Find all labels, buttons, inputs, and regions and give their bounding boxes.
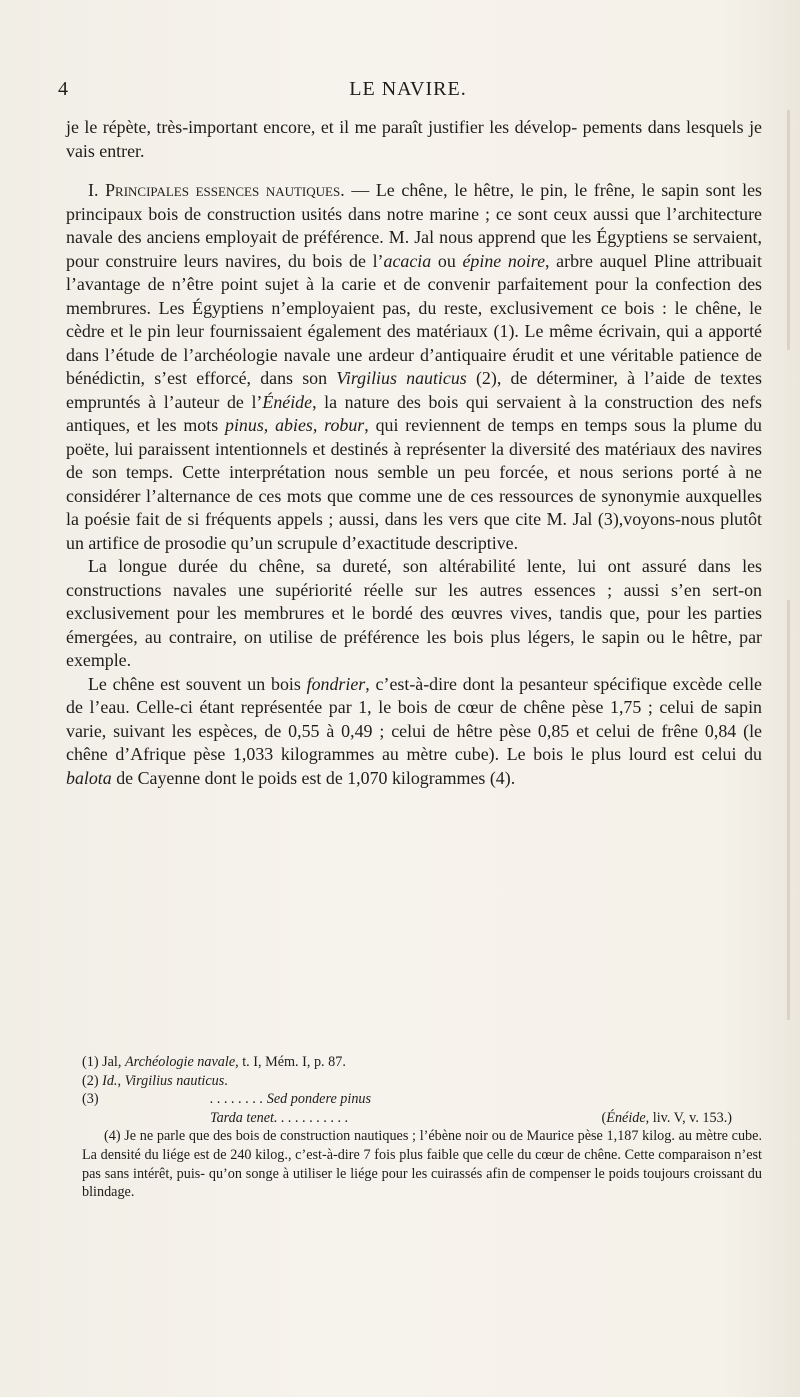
footnote-3-line-1	[82, 1090, 762, 1109]
footnote-title: Virgilius nauticus	[124, 1072, 225, 1089]
body-text	[66, 116, 762, 790]
footnote-text: ,	[117, 1072, 125, 1089]
paragraph-continuation: je le répète, très-important encore, et il me paraît justifier les dévelop- pements dans lesquels je vais entrer.	[66, 117, 762, 161]
footnote-text: (2)	[82, 1072, 103, 1089]
italic-term: fondrier	[306, 673, 366, 694]
text-run: , arbre auquel Pline attribuait l’avantage de n’être point sujet à la carie et de convenir parfaitement pour la confection des membrures. Les Égyptiens n’employaient pas, du reste, exclusivement ce bois : le chêne, le cèdre et le pin leur fournissaient également des matériaux (1). Le même écrivain, qui a apporté dans l’étude de l’archéologie navale une ardeur d’antiquaire érudit et une véritable patience de bénédictin, s’est efforcé, dans son	[66, 250, 762, 388]
paragraph-oak-durability: La longue durée du chêne, sa dureté, son altérabilité lente, lui ont assuré dans les constructions navales une supériorité réelle sur les autres essences ; aussi s’en sert-on exclusivement pour les membrures et le bordé des œuvres vives, tandis que, pour les parties émergées, au contraire, on utilise de préférence les bois plus légers, le sapin ou le hêtre, par exemple.	[66, 556, 762, 670]
footnote-text: , liv. V, v. 153.)	[645, 1109, 732, 1126]
page-header	[58, 78, 758, 108]
footnote-2	[82, 1072, 762, 1091]
text-run: , qui reviennent de temps en temps sous la plume du poëte, lui paraissent intentionnels et destinés à représenter la diversité des matériaux des navires de son temps. Cette interprétation nous semble un peu forcée, et nous serions porté à ne considérer l’alternance de ces mots que comme une de ces ressources de synonymie auxquelles la poésie fait de si fréquents appels ; aussi, dans les vers que cite M. Jal (3),voyons-nous plutôt un artifice de prosodie qu’un scrupule d’exactitude descriptive.	[66, 415, 762, 553]
footnote-text: .	[224, 1072, 228, 1089]
footnote-title: Énéide	[606, 1109, 646, 1126]
text-run: de Cayenne dont le poids est de 1,070 kilogrammes (4).	[111, 767, 516, 788]
italic-term: acacia	[383, 250, 432, 271]
footnote-4: (4) Je ne parle que des bois de construction nautiques ; l’ébène noir ou de Maurice pèse 1,187 kilog. au mètre cube. La densité du liége est de 240 kilog., c’est-à-dire 7 fois plus faible que celle du cœur de chêne. Cette comparaison n’est pas sans intérêt, puis- qu’on songe à utiliser le liége pour les cuirassés afin de compenser le poids toujours croissant du blindage.	[82, 1128, 762, 1201]
paragraph-specific-weight	[66, 673, 762, 791]
footnote-text: (	[601, 1109, 607, 1126]
section-heading: I. Principales essences nautiques.	[88, 180, 345, 200]
italic-term: balota	[66, 767, 112, 788]
italic-title: Virgilius nauticus	[336, 368, 467, 388]
italic-term: épine noire	[462, 250, 546, 271]
italic-title: Énéide	[262, 391, 313, 412]
footnote-3-line-2	[82, 1109, 762, 1128]
text-run: , c’est-à-dire dont la pesanteur spécifique excède celle de l’eau. Celle-ci étant représentée par 1, le bois de cœur de chêne pèse 1,75 ; celui de sapin varie, suivant les espèces, de 0,55 à 0,49 ; celui de hêtre pèse 0,85 et celui de frêne 0,84 (le chêne d’Afrique pèse 1,033 kilogrammes au mètre cube). Le bois le plus lourd est celui du	[66, 673, 762, 764]
text-run: (2), de déterminer, à l’aide de textes empruntés à l’auteur de l’	[66, 368, 762, 412]
footnote-number: (3)	[82, 1091, 99, 1108]
running-title: LE NAVIRE.	[349, 78, 467, 100]
page-edge-shadow	[787, 110, 790, 350]
verse-source	[602, 1109, 732, 1128]
footnote-1	[82, 1053, 762, 1072]
footnotes	[82, 1053, 762, 1202]
text-run: ou	[431, 250, 463, 271]
footnote-text: , t. I, Mém. I, p. 87.	[235, 1054, 346, 1070]
page-number: 4	[58, 78, 69, 100]
page-edge-shadow	[787, 600, 790, 1020]
text-run: Le chêne est souvent un bois	[88, 673, 307, 694]
italic-term: pinus, abies, robur	[225, 415, 365, 435]
footnote-title: Archéologie navale	[124, 1054, 236, 1070]
footnote-text: (1) Jal,	[82, 1054, 125, 1070]
text-run: , la nature des bois qui servaient à la construction des nefs antiques, et les mots	[66, 391, 762, 435]
verse-quote: Tarda tenet. . . . . . . . . . .	[210, 1109, 349, 1126]
verse-quote: . . . . . . . . Sed pondere pinus	[210, 1091, 372, 1108]
paragraph-section-1	[66, 179, 762, 555]
text-run: — Le chêne, le hêtre, le pin, le frêne, le sapin sont les principaux bois de construction usités dans notre marine ; ce sont ceux aussi que l’architecture navale des anciens employait de préférence. M. Jal nous apprend que les Égyptiens se servaient, pour construire leurs navires, du bois de l’	[66, 180, 762, 271]
footnote-title: Id.	[102, 1072, 118, 1089]
